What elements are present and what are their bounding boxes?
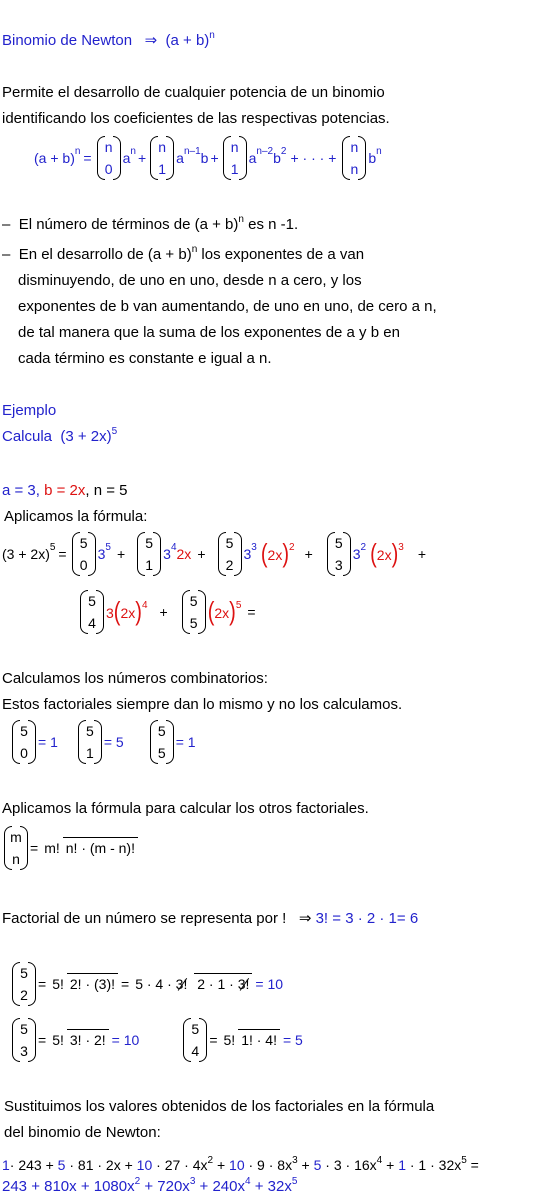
exp-5: 5	[235, 599, 242, 611]
term3-b: b	[273, 150, 281, 166]
paren-left: (	[113, 597, 121, 627]
three: 3	[352, 546, 361, 562]
binom-5-1: 5 1	[137, 532, 161, 576]
plus: +	[304, 546, 313, 562]
bullet-2-line-4: de tal manera que la suma de los exponentes de a y b en	[18, 324, 400, 341]
example-exp: 5	[111, 426, 118, 437]
example-heading: Ejemplo	[2, 402, 57, 419]
factorial-text: Factorial de un número se representa por !	[2, 910, 287, 927]
bullet-2-line-5: cada término es constante e igual a n.	[18, 350, 272, 367]
implies-arrow: ⇒	[298, 910, 312, 927]
three: 3	[97, 546, 106, 562]
factorial-example: 3! = 3 · 2 · 1= 6	[315, 910, 419, 927]
plus: +	[137, 150, 147, 166]
bullet-1-tail: es n -1.	[243, 216, 299, 233]
result-5: = 5	[282, 1032, 303, 1048]
plus: +	[116, 546, 126, 562]
page-title	[2, 32, 215, 52]
calc-5-2	[10, 962, 283, 1006]
exp-2: 2	[289, 541, 295, 553]
combinatorios-note: Estos factoriales siempre dan lo mismo y no los calculamos.	[2, 696, 403, 713]
term1-exp: n	[130, 145, 136, 157]
two-x: 2x	[176, 546, 192, 562]
binom-n-0: n 0	[97, 136, 121, 180]
fraction-2: 5 · 4 · 3! 2 · 1 · 3!	[132, 976, 252, 992]
ellipsis: + · · · +	[290, 150, 337, 166]
factorial-definition	[2, 910, 418, 928]
term2-a: a	[176, 150, 184, 166]
paren-right: )	[229, 597, 236, 627]
eq: =	[58, 546, 67, 562]
expansion-lhs: (3 + 2x)	[2, 546, 50, 562]
bullet-2-exp: n	[191, 244, 198, 255]
formula-eq: =	[83, 150, 92, 166]
exp-2: 2	[360, 541, 367, 553]
term4-exp: n	[376, 145, 382, 157]
bullet-2	[2, 246, 364, 266]
factorial-fraction: m! n! · (m - n)!	[41, 840, 138, 856]
example-expr: (3 + 2x)	[60, 428, 112, 445]
paren-right: )	[391, 539, 399, 569]
example-calcula	[2, 428, 117, 448]
eq: =	[38, 976, 47, 992]
bullet-1-exp: n	[238, 214, 244, 225]
bullet-2-tail: los exponentes de a van	[197, 246, 365, 263]
bullet-2-text: En el desarrollo de (a + b)	[18, 246, 192, 263]
two-x: 2x	[376, 547, 392, 563]
term3-exp: n–2	[256, 145, 274, 157]
binom-m-n: m n	[4, 826, 28, 870]
term4-b: b	[368, 150, 377, 166]
binom-n-1: n 1	[150, 136, 174, 180]
fraction-3: 5! 3! · 2!	[49, 1032, 108, 1048]
title-text: Binomio de Newton	[2, 32, 133, 49]
result-10: = 10	[111, 1032, 140, 1048]
three: 3	[243, 546, 252, 562]
expansion-row-2	[78, 590, 256, 634]
exp-4: 4	[170, 541, 177, 553]
bullet-1-text: El número de términos de (a + b)	[18, 216, 239, 233]
paren-left: (	[370, 539, 377, 569]
expansion-row-1	[2, 532, 426, 576]
two-x: 2x	[120, 605, 136, 621]
fraction-1: 5! 2! · (3)!	[49, 976, 118, 992]
paren-right: )	[135, 597, 142, 627]
binom-5-5: 5 5	[182, 590, 206, 634]
eq: =	[38, 1032, 47, 1048]
binom-5-4: 5 4	[80, 590, 104, 634]
value-a: a = 3,	[2, 482, 40, 499]
calc-5-3-5-4	[10, 1018, 303, 1062]
term3-b-exp: 2	[280, 145, 287, 157]
plus: +	[197, 546, 206, 562]
calcula-label: Calcula	[2, 428, 53, 445]
implies-arrow: ⇒	[144, 32, 158, 49]
binom-5-2: 5 2	[218, 532, 242, 576]
two-x: 2x	[214, 605, 230, 621]
combinatorios-values	[10, 720, 196, 764]
final-row-1: $1\cdot 243 + 5 \cdot 81 \cdot 2x + 10 \cdot 27 \cdot 4x^2 + 10 \cdot 9 \cdot 8x^3 + 5 \cdot 3 \cdot 16x^4 + 1 \cdot 1 \cdot 32x^5$ =	[2, 1155, 479, 1173]
bullet-2-line-2: disminuyendo, de uno en uno, desde n a cero, y los	[18, 272, 362, 289]
fraction-4: 5! 1! · 4!	[221, 1032, 280, 1048]
binom-5-1: 5 1	[78, 720, 102, 764]
formula-lhs-exp: n	[74, 145, 81, 157]
dash: –	[2, 216, 11, 233]
final-text-1: Sustituimos los valores obtenidos de los factoriales en la fórmula	[4, 1098, 435, 1115]
value-n: , n = 5	[85, 482, 128, 499]
two-x: 2x	[267, 547, 283, 563]
binom-n-n: n n	[342, 136, 366, 180]
bullet-2-line-3: exponentes de b van aumentando, de uno en uno, de cero a n,	[18, 298, 437, 315]
binom-5-4: 5 4	[183, 1018, 207, 1062]
binom-5-3: 5 3	[12, 1018, 36, 1062]
binom-5-5: 5 5	[150, 720, 174, 764]
binomial-formula	[34, 136, 382, 180]
intro-line-2: identificando los coeficientes de las respectivas potencias.	[2, 110, 390, 127]
plus: +	[417, 546, 426, 562]
term2-exp: n–1	[183, 145, 201, 157]
three: 3	[163, 546, 171, 562]
formula-intro: Aplicamos la fórmula para calcular los otros factoriales.	[2, 800, 369, 817]
example-values	[2, 482, 128, 500]
term3-a: a	[248, 150, 257, 166]
binom-5-2: 5 2	[12, 962, 36, 1006]
title-exp: n	[209, 30, 215, 41]
value-b: b = 2x	[44, 482, 86, 499]
eq: =	[247, 604, 256, 620]
value-1: = 1	[38, 734, 58, 750]
intro-line-1: Permite el desarrollo de cualquier potencia de un binomio	[2, 84, 385, 101]
final-text-2: del binomio de Newton:	[4, 1124, 161, 1141]
paren-left: (	[260, 539, 268, 569]
exp-3: 3	[398, 541, 404, 553]
binom-5-3: 5 3	[327, 532, 351, 576]
term2-b: b	[200, 150, 209, 166]
exp-5: 5	[105, 541, 111, 553]
exp-4: 4	[141, 599, 148, 611]
eq: =	[30, 840, 39, 856]
plus: +	[210, 150, 219, 166]
dash: –	[2, 246, 11, 263]
term1-a: a	[122, 150, 131, 166]
bullet-1	[2, 216, 298, 236]
three: 3	[106, 605, 114, 621]
value-1: = 1	[175, 734, 196, 750]
binom-5-0: 5 0	[72, 532, 96, 576]
paren-left: (	[207, 597, 215, 627]
exp-3: 3	[251, 541, 257, 553]
title-expr: (a + b)	[165, 32, 210, 49]
value-5: = 5	[103, 734, 124, 750]
final-row-2: $243 + 810x + 1080x^2 + 720x^3 + 240x^4 + 32x^5$	[2, 1176, 298, 1195]
paren-right: )	[282, 539, 289, 569]
expansion-lhs-exp: 5	[49, 541, 56, 553]
formula-lhs: (a + b)	[34, 150, 75, 166]
plus: +	[159, 604, 168, 620]
apply-formula: Aplicamos la fórmula:	[4, 508, 148, 525]
binom-n-1b: n 1	[223, 136, 247, 180]
eq: =	[209, 1032, 218, 1048]
result-10: = 10	[255, 976, 284, 992]
eq: =	[121, 976, 130, 992]
combinatorios-heading: Calculamos los números combinatorios:	[2, 670, 268, 687]
combinatorial-formula	[2, 826, 141, 870]
binom-5-0: 5 0	[12, 720, 36, 764]
